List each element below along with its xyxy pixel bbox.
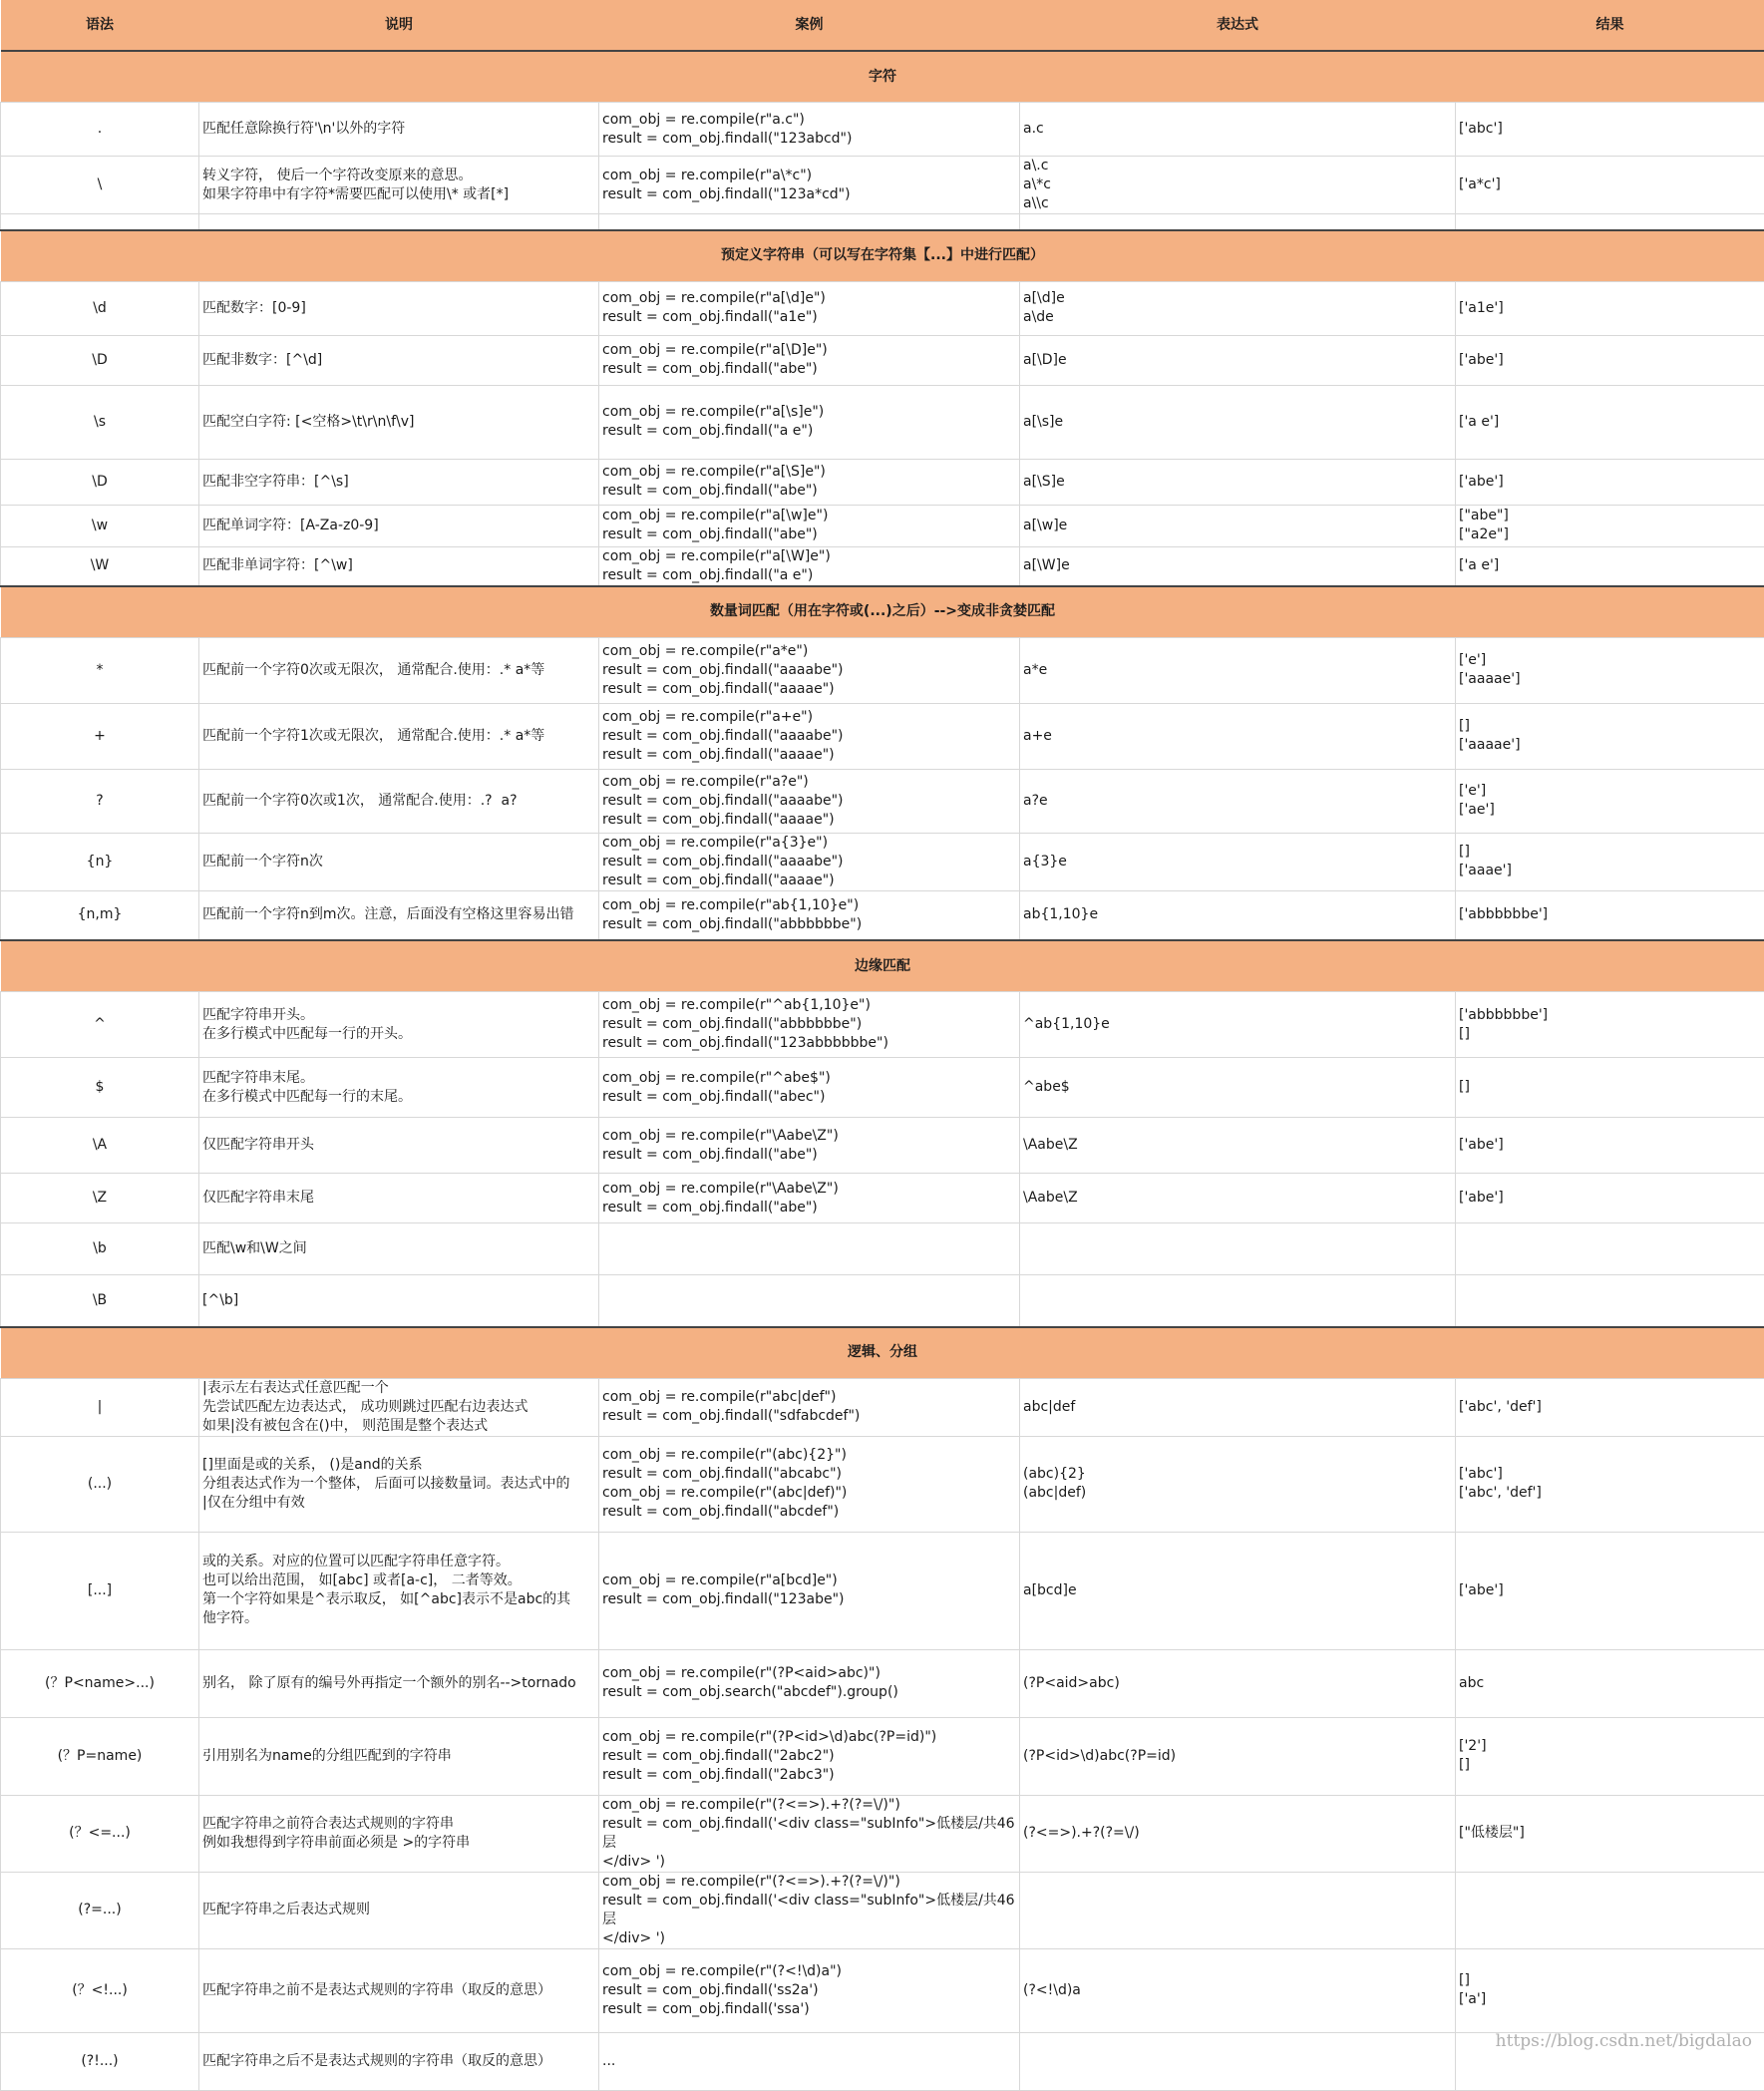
cell-example: ... <box>599 2032 1020 2090</box>
cell-description: 匹配非空字符串：[^\s] <box>199 459 599 505</box>
cell-expression: a[\w]e <box>1020 505 1456 546</box>
table-row <box>1 1948 1764 2032</box>
cell-description: 匹配前一个字符n次 <box>199 833 599 890</box>
cell-description: 匹配空白字符: [<空格>\t\r\n\f\v] <box>199 385 599 459</box>
cell-example: com_obj = re.compile(r"a[\D]e") result = com_obj.findall("abe") <box>599 335 1020 385</box>
cell-result: ['abe'] <box>1456 459 1764 505</box>
table-row <box>1 103 1764 157</box>
cell-expression: a[\s]e <box>1020 385 1456 459</box>
cell-description: 匹配任意除换行符'\n'以外的字符 <box>199 103 599 157</box>
section-header <box>1 230 1764 282</box>
cell-description: 匹配\w和\W之间 <box>199 1223 599 1275</box>
cell-description: 匹配数字：[0-9] <box>199 281 599 335</box>
cell-syntax: {n} <box>1 833 199 890</box>
table-row <box>1 1532 1764 1649</box>
cell-description: 仅匹配字符串末尾 <box>199 1174 599 1223</box>
cell-syntax: \w <box>1 505 199 546</box>
cell-description <box>199 214 599 230</box>
cell-expression <box>1020 214 1456 230</box>
cell-expression: a[\D]e <box>1020 335 1456 385</box>
cell-result: ['abc', 'def'] <box>1456 1378 1764 1436</box>
table-row <box>1 1795 1764 1872</box>
table-row <box>1 703 1764 769</box>
cell-result: [] ['a'] <box>1456 1948 1764 2032</box>
cell-example: com_obj = re.compile(r"a[\d]e") result = com_obj.findall("a1e") <box>599 281 1020 335</box>
watermark: https://blog.csdn.net/bigdalao <box>1496 2031 1752 2051</box>
cell-expression <box>1020 1223 1456 1275</box>
cell-syntax: \d <box>1 281 199 335</box>
section-title: 边缘匹配 <box>1 940 1764 992</box>
cell-syntax: \A <box>1 1118 199 1174</box>
cell-result: ['abe'] <box>1456 1532 1764 1649</box>
cell-syntax: \b <box>1 1223 199 1275</box>
cell-result: ['2'] [] <box>1456 1717 1764 1795</box>
cell-result: ['abe'] <box>1456 1174 1764 1223</box>
table-row <box>1 833 1764 890</box>
cell-expression: a[\W]e <box>1020 546 1456 586</box>
table-row <box>1 335 1764 385</box>
cell-result: ['abc'] <box>1456 103 1764 157</box>
cell-example: com_obj = re.compile(r"(?P<aid>abc)") result = com_obj.search("abcdef").group() <box>599 1649 1020 1717</box>
cell-result <box>1456 1223 1764 1275</box>
cell-description: 匹配字符串之后不是表达式规则的字符串（取反的意思） <box>199 2032 599 2090</box>
cell-syntax: (?!...) <box>1 2032 199 2090</box>
cell-result: abc <box>1456 1649 1764 1717</box>
cell-example: com_obj = re.compile(r"a?e") result = com_obj.findall("aaaabe") result = com_obj.findall("aaaae") <box>599 769 1020 833</box>
table-row <box>1 546 1764 586</box>
cell-syntax: [...] <box>1 1532 199 1649</box>
section-header <box>1 1327 1764 1379</box>
cell-expression: a[\d]e a\de <box>1020 281 1456 335</box>
cell-description: 匹配字符串之前不是表达式规则的字符串（取反的意思） <box>199 1948 599 2032</box>
cell-example: com_obj = re.compile(r"a\*c") result = com_obj.findall("123a*cd") <box>599 157 1020 214</box>
cell-syntax: \s <box>1 385 199 459</box>
cell-example: com_obj = re.compile(r"(?<=>).+?(?=\/)") result = com_obj.findall('<div class="subInfo">低楼层/共46层 </div> ') <box>599 1795 1020 1872</box>
cell-expression: \Aabe\Z <box>1020 1118 1456 1174</box>
table-row <box>1 1174 1764 1223</box>
cell-syntax: (...) <box>1 1436 199 1532</box>
cell-description: 引用别名为name的分组匹配到的字符串 <box>199 1717 599 1795</box>
cell-expression: (abc){2} (abc|def) <box>1020 1436 1456 1532</box>
cell-description: 匹配字符串之前符合表达式规则的字符串 例如我想得到字符串前面必须是 >的字符串 <box>199 1795 599 1872</box>
table-row <box>1 1058 1764 1118</box>
cell-description: 匹配前一个字符1次或无限次， 通常配合.使用：.* a*等 <box>199 703 599 769</box>
table-row <box>1 992 1764 1058</box>
cell-result: [] <box>1456 1058 1764 1118</box>
cell-result: ['a1e'] <box>1456 281 1764 335</box>
section-title: 字符 <box>1 51 1764 103</box>
cell-example <box>599 1275 1020 1327</box>
cell-result: ['abc'] ['abc', 'def'] <box>1456 1436 1764 1532</box>
cell-description: [^\b] <box>199 1275 599 1327</box>
cell-description: 匹配字符串之后表达式规则 <box>199 1872 599 1948</box>
cell-result: ['abbbbbbe'] <box>1456 890 1764 940</box>
cell-example: com_obj = re.compile(r"a[\w]e") result = com_obj.findall("abe") <box>599 505 1020 546</box>
cell-expression: (?P<aid>abc) <box>1020 1649 1456 1717</box>
cell-description: 匹配前一个字符0次或无限次， 通常配合.使用：.* a*等 <box>199 637 599 703</box>
cell-result: ['a e'] <box>1456 546 1764 586</box>
cell-example: com_obj = re.compile(r"a[\W]e") result = com_obj.findall("a e") <box>599 546 1020 586</box>
cell-result: ['e'] ['aaaae'] <box>1456 637 1764 703</box>
cell-syntax: \Z <box>1 1174 199 1223</box>
table-row <box>1 1436 1764 1532</box>
cell-expression: (?<=>).+?(?=\/) <box>1020 1795 1456 1872</box>
cell-result: ['abe'] <box>1456 1118 1764 1174</box>
cell-expression: (?<!\d)a <box>1020 1948 1456 2032</box>
cell-description: 转义字符， 使后一个字符改变原来的意思。 如果字符串中有字符*需要匹配可以使用\* 或者[*] <box>199 157 599 214</box>
cell-example: com_obj = re.compile(r"^ab{1,10}e") result = com_obj.findall("abbbbbbe") result = com_obj.findall("123abbbbbbe") <box>599 992 1020 1058</box>
table-row <box>1 1872 1764 1948</box>
cell-result: ['a*c'] <box>1456 157 1764 214</box>
cell-description: 匹配字符串末尾。 在多行模式中匹配每一行的末尾。 <box>199 1058 599 1118</box>
cell-syntax: (?=...) <box>1 1872 199 1948</box>
table-row <box>1 505 1764 546</box>
cell-syntax: * <box>1 637 199 703</box>
cell-description: 别名， 除了原有的编号外再指定一个额外的别名-->tornado <box>199 1649 599 1717</box>
cell-expression: a[bcd]e <box>1020 1532 1456 1649</box>
cell-description: 匹配非数字：[^\d] <box>199 335 599 385</box>
cell-example: com_obj = re.compile(r"(?P<id>\d)abc(?P=id)") result = com_obj.findall("2abc2") result = com_obj.findall("2abc3") <box>599 1717 1020 1795</box>
cell-description: 匹配字符串开头。 在多行模式中匹配每一行的开头。 <box>199 992 599 1058</box>
header-expression: 表达式 <box>1020 0 1456 51</box>
cell-example: com_obj = re.compile(r"^abe$") result = com_obj.findall("abec") <box>599 1058 1020 1118</box>
cell-expression <box>1020 1275 1456 1327</box>
cell-result: [] ['aaaae'] <box>1456 703 1764 769</box>
cell-syntax: \D <box>1 335 199 385</box>
section-header <box>1 51 1764 103</box>
cell-example: com_obj = re.compile(r"a*e") result = com_obj.findall("aaaabe") result = com_obj.findall("aaaae") <box>599 637 1020 703</box>
cell-example: com_obj = re.compile(r"a.c") result = com_obj.findall("123abcd") <box>599 103 1020 157</box>
cell-result: ['abbbbbbe'] [] <box>1456 992 1764 1058</box>
cell-syntax: ^ <box>1 992 199 1058</box>
cell-syntax: {n,m} <box>1 890 199 940</box>
cell-description: 匹配前一个字符0次或1次， 通常配合.使用：.? a? <box>199 769 599 833</box>
cell-expression: \Aabe\Z <box>1020 1174 1456 1223</box>
table-row <box>1 214 1764 230</box>
cell-result <box>1456 1872 1764 1948</box>
cell-expression: ^ab{1,10}e <box>1020 992 1456 1058</box>
cell-result: ['a e'] <box>1456 385 1764 459</box>
table-row <box>1 1717 1764 1795</box>
section-title: 预定义字符串（可以写在字符集【...】中进行匹配） <box>1 230 1764 282</box>
table-row <box>1 637 1764 703</box>
cell-expression: a\.c a\*c a\\c <box>1020 157 1456 214</box>
cell-expression: a.c <box>1020 103 1456 157</box>
header-syntax: 语法 <box>1 0 199 51</box>
section-title: 数量词匹配（用在字符或(...)之后）-->变成非贪婪匹配 <box>1 586 1764 638</box>
cell-expression: a[\S]e <box>1020 459 1456 505</box>
table-row <box>1 1649 1764 1717</box>
cell-syntax: $ <box>1 1058 199 1118</box>
section-header <box>1 586 1764 638</box>
cell-syntax: (？P<name>...) <box>1 1649 199 1717</box>
cell-example: com_obj = re.compile(r"\Aabe\Z") result = com_obj.findall("abe") <box>599 1118 1020 1174</box>
cell-syntax: | <box>1 1378 199 1436</box>
cell-example <box>599 1223 1020 1275</box>
section-header <box>1 940 1764 992</box>
table-body <box>1 51 1764 2090</box>
cell-syntax: + <box>1 703 199 769</box>
cell-expression: a{3}e <box>1020 833 1456 890</box>
cell-syntax: ? <box>1 769 199 833</box>
cell-syntax: . <box>1 103 199 157</box>
cell-syntax: (？P=name) <box>1 1717 199 1795</box>
cell-description: 匹配单词字符：[A-Za-z0-9] <box>199 505 599 546</box>
cell-example: com_obj = re.compile(r"a[bcd]e") result = com_obj.findall("123abe") <box>599 1532 1020 1649</box>
header-result: 结果 <box>1456 0 1764 51</box>
cell-example: com_obj = re.compile(r"(abc){2}") result = com_obj.findall("abcabc") com_obj = re.compile(r"(abc|def)") result = com_obj.findall("abcdef") <box>599 1436 1020 1532</box>
cell-expression: a*e <box>1020 637 1456 703</box>
table-row <box>1 157 1764 214</box>
cell-expression <box>1020 2032 1456 2090</box>
table-row <box>1 890 1764 940</box>
cell-description: []里面是或的关系， ()是and的关系 分组表达式作为一个整体， 后面可以接数量词。表达式中的 |仅在分组中有效 <box>199 1436 599 1532</box>
cell-example <box>599 214 1020 230</box>
table-row <box>1 769 1764 833</box>
cell-description: 匹配前一个字符n到m次。注意，后面没有空格这里容易出错 <box>199 890 599 940</box>
cell-expression: abc|def <box>1020 1378 1456 1436</box>
cell-description: 仅匹配字符串开头 <box>199 1118 599 1174</box>
cell-example: com_obj = re.compile(r"abc|def") result = com_obj.findall("sdfabcdef") <box>599 1378 1020 1436</box>
header-row <box>1 0 1764 51</box>
cell-expression: ^abe$ <box>1020 1058 1456 1118</box>
cell-description: 匹配非单词字符：[^\w] <box>199 546 599 586</box>
cell-expression <box>1020 1872 1456 1948</box>
cell-example: com_obj = re.compile(r"(?<=>).+?(?=\/)") result = com_obj.findall('<div class="subInfo">低楼层/共46层 </div> ') <box>599 1872 1020 1948</box>
cell-example: com_obj = re.compile(r"\Aabe\Z") result = com_obj.findall("abe") <box>599 1174 1020 1223</box>
header-description: 说明 <box>199 0 599 51</box>
header-example: 案例 <box>599 0 1020 51</box>
cell-example: com_obj = re.compile(r"a+e") result = com_obj.findall("aaaabe") result = com_obj.findall("aaaae") <box>599 703 1020 769</box>
cell-syntax: \B <box>1 1275 199 1327</box>
cell-result: [] ['aaae'] <box>1456 833 1764 890</box>
cell-example: com_obj = re.compile(r"ab{1,10}e") result = com_obj.findall("abbbbbbe") <box>599 890 1020 940</box>
cell-description: 或的关系。对应的位置可以匹配字符串任意字符。 也可以给出范围， 如[abc] 或者[a-c]， 二者等效。 第一个字符如果是^表示取反， 如[^abc]表示不是abc的其 他字符。 <box>199 1532 599 1649</box>
table-row <box>1 1118 1764 1174</box>
cell-result: ['e'] ['ae'] <box>1456 769 1764 833</box>
table-row <box>1 1223 1764 1275</box>
cell-expression: (?P<id>\d)abc(?P=id) <box>1020 1717 1456 1795</box>
cell-expression: a?e <box>1020 769 1456 833</box>
cell-example: com_obj = re.compile(r"a{3}e") result = com_obj.findall("aaaabe") result = com_obj.findall("aaaae") <box>599 833 1020 890</box>
cell-syntax: (？<=...) <box>1 1795 199 1872</box>
section-title: 逻辑、分组 <box>1 1327 1764 1379</box>
table-row <box>1 385 1764 459</box>
cell-syntax: \W <box>1 546 199 586</box>
cell-syntax: \D <box>1 459 199 505</box>
table-row <box>1 1378 1764 1436</box>
cell-expression: a+e <box>1020 703 1456 769</box>
table-row <box>1 281 1764 335</box>
cell-example: com_obj = re.compile(r"a[\S]e") result = com_obj.findall("abe") <box>599 459 1020 505</box>
cell-example: com_obj = re.compile(r"(?<!\d)a") result = com_obj.findall('ss2a') result = com_obj.findall('ssa') <box>599 1948 1020 2032</box>
cell-expression: ab{1,10}e <box>1020 890 1456 940</box>
cell-example: com_obj = re.compile(r"a[\s]e") result = com_obj.findall("a e") <box>599 385 1020 459</box>
cell-result: ['abe'] <box>1456 335 1764 385</box>
cell-syntax: \ <box>1 157 199 214</box>
cell-syntax <box>1 214 199 230</box>
cell-result: ["abe"] ["a2e"] <box>1456 505 1764 546</box>
table-row <box>1 1275 1764 1327</box>
cell-result <box>1456 214 1764 230</box>
cell-description: |表示左右表达式任意匹配一个 先尝试匹配左边表达式， 成功则跳过匹配右边表达式 如果|没有被包含在()中， 则范围是整个表达式 <box>199 1378 599 1436</box>
cell-syntax: (？<!...) <box>1 1948 199 2032</box>
cell-result: ["低楼层"] <box>1456 1795 1764 1872</box>
cell-result <box>1456 1275 1764 1327</box>
table-row <box>1 459 1764 505</box>
